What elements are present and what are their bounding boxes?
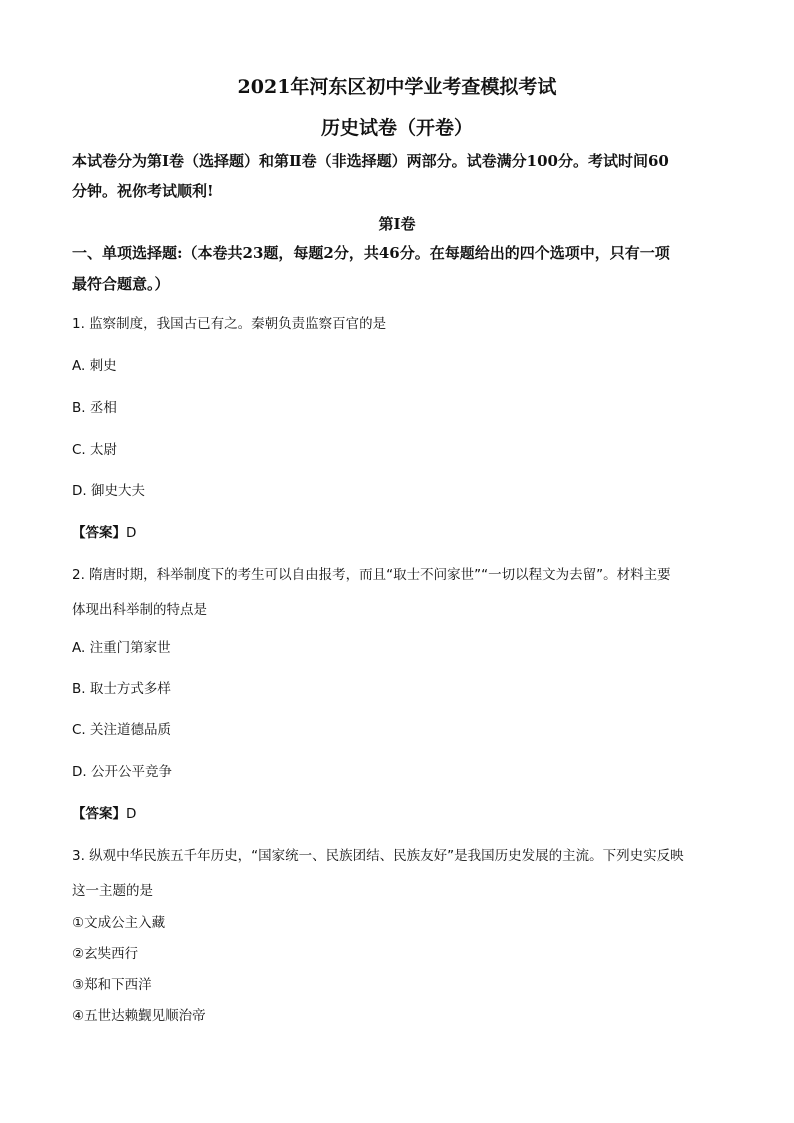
section-heading-line-1: 一、单项选择题:（本卷共23题，每题2分，共46分。在每题给出的四个选项中，只有一项 (72, 244, 670, 262)
question-3-stem-line-2: 这一主题的是 (72, 883, 153, 899)
question-3-item-2: ②玄奘西行 (72, 946, 139, 962)
question-1-stem: 1. 监察制度，我国古已有之。秦朝负责监察百官的是 (72, 316, 387, 332)
answer-tag: 【答案】 (72, 806, 126, 822)
answer-value: D (126, 525, 137, 541)
question-3-item-1: ①文成公主入藏 (72, 915, 166, 931)
section-heading-line-2: 最符合题意。） (72, 275, 170, 293)
question-1-option-c: C. 太尉 (72, 442, 118, 458)
question-2-stem-line-2: 体现出科举制的特点是 (72, 602, 207, 618)
exam-title: 2021年河东区初中学业考查模拟考试 (237, 76, 557, 98)
question-3-stem-line-1: 3. 纵观中华民族五千年历史，“国家统一、民族团结、民族友好”是我国历史发展的主流。下列史实反映 (72, 848, 684, 864)
question-2-stem-line-1: 2. 隋唐时期，科举制度下的考生可以自由报考，而且“取士不问家世”“一切以程文为去留”。材料主要 (72, 567, 671, 583)
section-name: 第Ⅰ卷 (378, 215, 416, 233)
question-2-answer (72, 802, 136, 822)
question-2-option-b: B. 取士方式多样 (72, 681, 171, 697)
question-2-option-a: A. 注重门第家世 (72, 640, 171, 656)
answer-value: D (126, 806, 137, 822)
question-1-option-a: A. 刺史 (72, 358, 117, 374)
question-1-answer (72, 521, 136, 541)
question-1-option-d: D. 御史大夫 (72, 483, 145, 499)
intro-line-2: 分钟。祝你考试顺利! (72, 182, 214, 200)
intro-line-1: 本试卷分为第Ⅰ卷（选择题）和第Ⅱ卷（非选择题）两部分。试卷满分100分。考试时间60 (72, 152, 669, 170)
exam-subtitle: 历史试卷（开卷） (320, 117, 473, 139)
question-2-option-c: C. 关注道德品质 (72, 722, 172, 738)
question-2-option-d: D. 公开公平竞争 (72, 764, 172, 780)
question-1-option-b: B. 丞相 (72, 400, 117, 416)
question-3-item-3: ③郑和下西洋 (72, 977, 152, 993)
question-3-item-4: ④五世达赖觐见顺治帝 (72, 1008, 206, 1024)
answer-tag: 【答案】 (72, 525, 126, 541)
